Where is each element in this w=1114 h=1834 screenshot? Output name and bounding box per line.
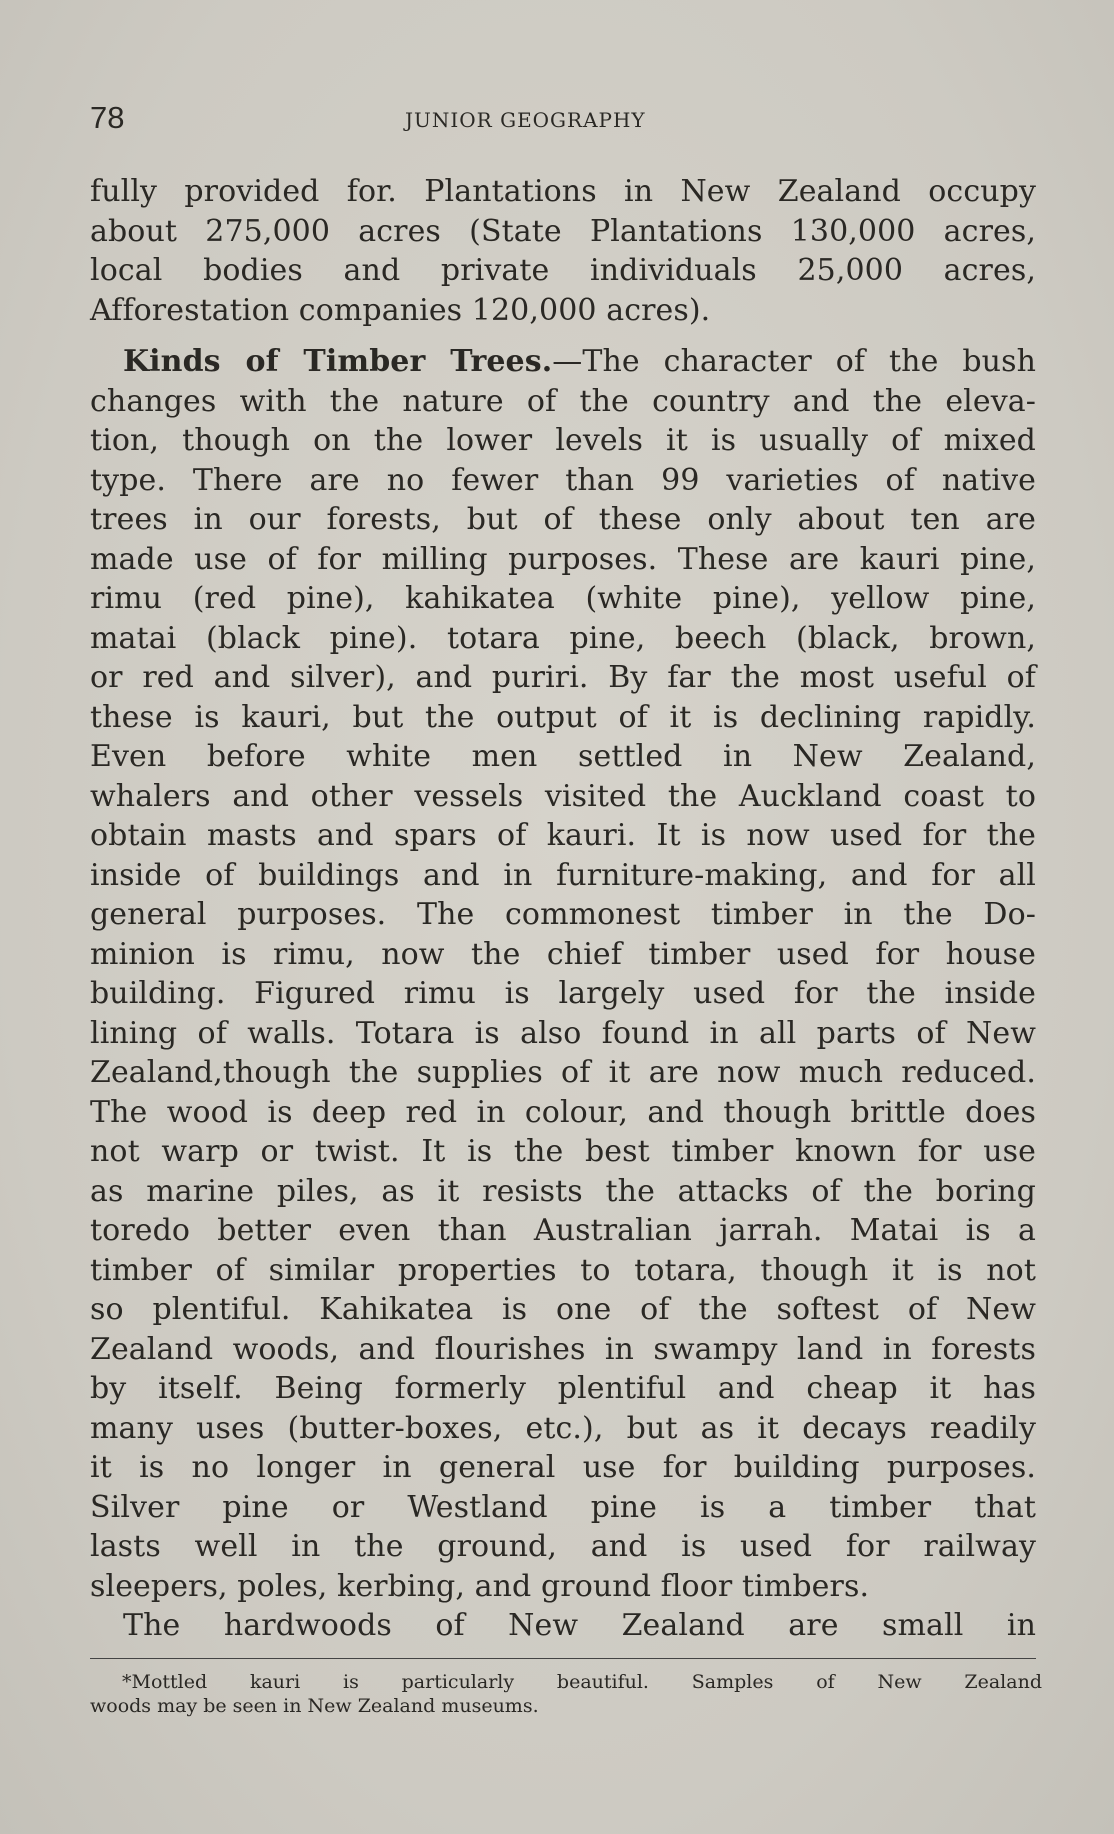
- text-line: many uses (butter-boxes, etc.), but as it decays readily: [90, 1410, 1036, 1446]
- heading-line-rest: —The character of the bush: [552, 344, 1036, 379]
- text-line: lasts well in the ground, and is used for railway: [90, 1529, 1036, 1564]
- text-line: Zealand,though the supplies of it are now much reduced.: [90, 1055, 1036, 1090]
- section-heading: Kinds of Timber Trees.: [123, 344, 553, 379]
- text-line: [90, 342, 1036, 382]
- page-number: 78: [90, 100, 125, 135]
- text-line: general purposes. The commonest timber in the Do-: [90, 897, 1036, 932]
- text-line: or red and silver), and puriri. By far the most useful of: [90, 660, 1036, 695]
- text-line: these is kauri, but the output of it is declining rapidly.: [90, 699, 1036, 735]
- running-head: JUNIOR GEOGRAPHY: [405, 108, 646, 132]
- text-line: about 275,000 acres (State Plantations 130,000 acres,: [90, 213, 1036, 249]
- text-line: as marine piles, as it resists the attacks of the boring: [90, 1173, 1036, 1209]
- footnote: [90, 1670, 1042, 1718]
- text-line: sleepers, poles, kerbing, and ground floor timbers.: [90, 1568, 870, 1604]
- text-line: so plentiful. Kahikatea is one of the softest of New: [90, 1292, 1036, 1327]
- text-line: trees in our forests, but of these only about ten are: [90, 502, 1036, 537]
- text-line: inside of buildings and in furniture-making, and for all: [90, 857, 1036, 893]
- page-header: [90, 100, 1036, 140]
- text-line: matai (black pine). totara pine, beech (black, brown,: [90, 620, 1036, 656]
- text-line: tion, though on the lower levels it is usually of mixed: [90, 423, 1036, 458]
- text-line: The wood is deep red in colour, and though brittle does: [90, 1094, 1036, 1130]
- text-line: rimu (red pine), kahikatea (white pine), yellow pine,: [90, 581, 1036, 616]
- text-line: whalers and other vessels visited the Auckland coast to: [90, 778, 1036, 814]
- page-body: [90, 172, 1036, 1646]
- text-line: it is no longer in general use for building purposes.: [90, 1450, 1036, 1485]
- paragraph-hardwoods: [90, 1606, 1036, 1646]
- footnote-line: woods may be seen in New Zealand museums.: [90, 1695, 539, 1717]
- text-line: timber of similar properties to totara, though it is not: [90, 1252, 1036, 1288]
- paragraph-afforestation: [90, 172, 1036, 330]
- footnote-line: *Mottled kauri is particularly beautiful. Samples of New Zealand: [122, 1671, 1042, 1693]
- text-line: obtain masts and spars of kauri. It is now used for the: [90, 818, 1036, 853]
- text-line: Afforestation companies 120,000 acres).: [90, 292, 711, 328]
- text-line: Zealand woods, and flourishes in swampy land in forests: [90, 1331, 1036, 1367]
- text-line: lining of walls. Totara is also found in all parts of New: [90, 1015, 1036, 1051]
- text-line: The hardwoods of New Zealand are small in: [123, 1608, 1036, 1643]
- text-line: building. Figured rimu is largely used for the inside: [90, 976, 1036, 1011]
- text-line: type. There are no fewer than 99 varieties of native: [90, 462, 1036, 498]
- paragraph-kinds-of-timber: [90, 342, 1036, 1606]
- text-line: by itself. Being formerly plentiful and cheap it has: [90, 1371, 1036, 1406]
- footnote-rule: [90, 1658, 1036, 1659]
- text-line: not warp or twist. It is the best timber known for use: [90, 1134, 1036, 1169]
- text-line: fully provided for. Plantations in New Zealand occupy: [90, 174, 1036, 209]
- text-line: toredo better even than Australian jarrah. Matai is a: [90, 1213, 1036, 1248]
- text-line: made use of for milling purposes. These are kauri pine,: [90, 541, 1036, 577]
- text-line: Even before white men settled in New Zealand,: [90, 739, 1036, 774]
- text-line: Silver pine or Westland pine is a timber that: [90, 1489, 1036, 1525]
- text-line: changes with the nature of the country and the eleva-: [90, 383, 1036, 419]
- text-line: local bodies and private individuals 25,000 acres,: [90, 253, 1036, 288]
- text-line: minion is rimu, now the chief timber used for house: [90, 936, 1036, 972]
